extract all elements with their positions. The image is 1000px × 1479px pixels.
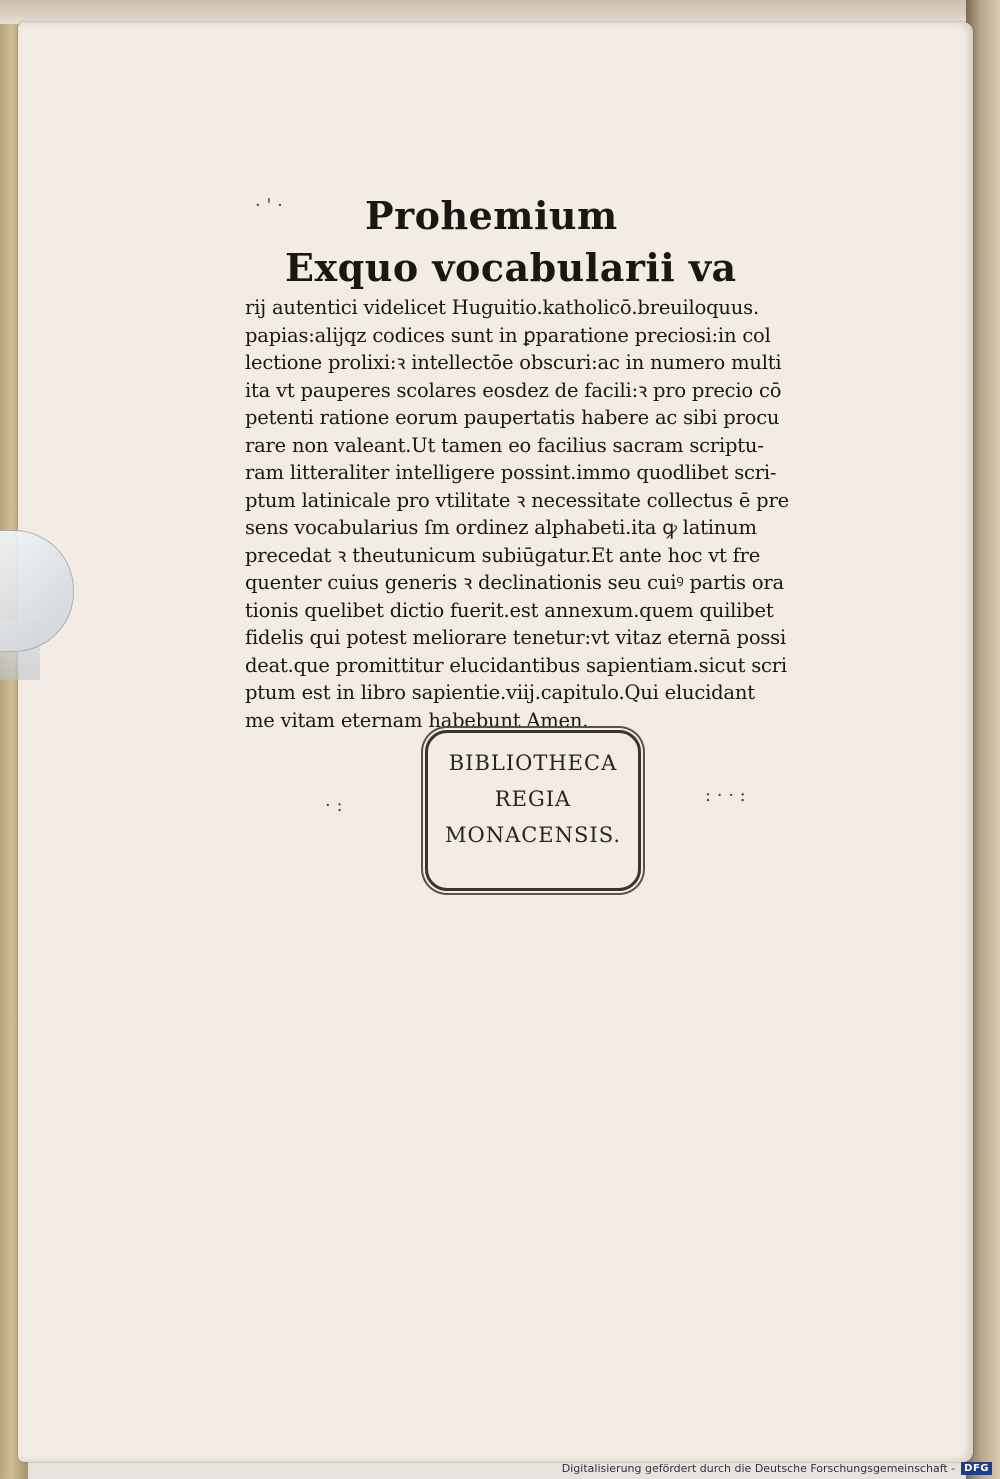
body-line: me vitam eternam habebunt Amen. bbox=[245, 708, 589, 732]
body-line: papias:alijqz codices sunt in ꝑparatione preciosi:in col bbox=[245, 323, 771, 347]
body-line: sens vocabularius ſm ordinez alphabeti.ita ꝙ latinum bbox=[245, 516, 757, 539]
body-line: quenter cuius generis ꝛ declinationis seu cuiꝰ partis ora bbox=[245, 571, 784, 594]
dfg-logo: DFG bbox=[961, 1462, 992, 1475]
body-line: rare non valeant.Ut tamen eo facilius sacram scriptu- bbox=[245, 433, 764, 457]
body-line: ptum est in libro sapientie.viij.capitulo.Qui elucidant bbox=[245, 681, 755, 704]
stamp-line: REGIA bbox=[494, 787, 572, 811]
body-line: rij autentici videlicet Huguitio.katholicō.breuiloquus. bbox=[245, 296, 759, 319]
ink-mark: · : bbox=[325, 795, 343, 816]
book-edge-top bbox=[0, 0, 1000, 24]
body-line: precedat ꝛ theutunicum subiūgatur.Et ante hoc vt fre bbox=[245, 543, 761, 567]
body-line: fidelis qui potest meliorare tenetur:vt vitaz eternā possi bbox=[245, 626, 787, 649]
body-line: ram litteraliter intelligere possint.immo quodlibet scri- bbox=[245, 461, 777, 484]
body-line: petenti ratione eorum paupertatis habere ac sibi procu bbox=[245, 406, 780, 429]
body-line: lectione prolixi:ꝛ intellectōe obscuri:ac in numero multi bbox=[245, 351, 782, 374]
document-text bbox=[245, 190, 835, 734]
heading-line-2: Exquo vocabularii va bbox=[285, 245, 737, 290]
stamp-line: BIBLIOTHECA bbox=[448, 751, 618, 775]
stamp-line: MONACENSIS. bbox=[444, 823, 622, 847]
body-line: tionis quelibet dictio fuerit.est annexum.quem quilibet bbox=[245, 598, 774, 622]
body-line: ptum latinicale pro vtilitate ꝛ necessitate collectus ē pre bbox=[245, 488, 789, 512]
body-line: deat.que promittitur elucidantibus sapientiam.sicut scri bbox=[245, 653, 787, 677]
footer-credit-text: Digitalisierung gefördert durch die Deutsche Forschungsgemeinschaft - bbox=[561, 1462, 956, 1475]
footer-credit bbox=[562, 1462, 992, 1475]
ink-mark: : · · : bbox=[705, 785, 746, 806]
ink-mark: · ' · bbox=[255, 195, 283, 216]
library-stamp bbox=[425, 730, 641, 891]
heading-line-1: Prohemium bbox=[365, 193, 618, 238]
body-line: ita vt pauperes scolares eosdez de facili:ꝛ pro precio cō bbox=[245, 378, 782, 402]
